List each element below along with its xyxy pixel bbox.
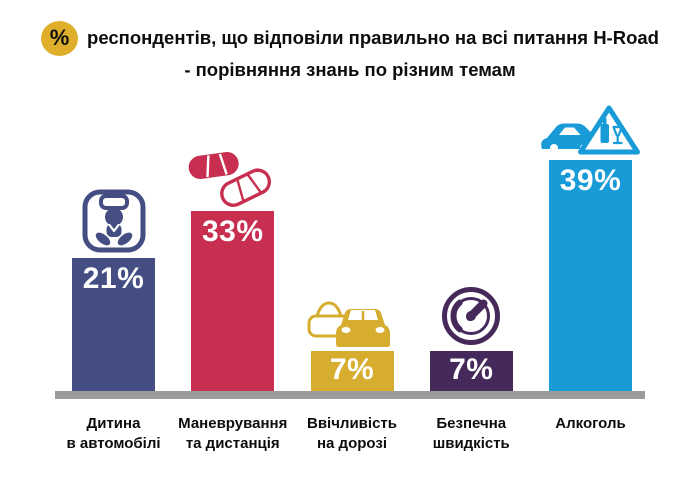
label-line: в автомобілі: [66, 434, 161, 452]
bar-value-label: 39%: [559, 164, 622, 198]
bar-group-child-in-car: [72, 187, 155, 391]
label-line: швидкість: [432, 434, 510, 452]
category-label-safe-speed: [430, 414, 513, 453]
bar-child-in-car: [72, 258, 155, 391]
bar-group-politeness: [311, 292, 394, 391]
car-alcohol-warning-icon: [538, 103, 643, 157]
bar-chart: [55, 105, 645, 453]
label-line: та дистанція: [185, 434, 280, 452]
label-line: Алкоголь: [555, 415, 626, 433]
bar-group-alcohol: [549, 103, 632, 391]
category-label-child-in-car: [66, 414, 161, 453]
category-label-alcohol: [549, 414, 632, 453]
category-labels-row: [55, 414, 645, 453]
child-car-seat-icon: [78, 187, 150, 255]
bar-safe-speed: [430, 351, 513, 391]
speedometer-icon: [439, 284, 503, 348]
bar-value-label: 21%: [82, 262, 145, 296]
label-line: Безпечна: [436, 415, 507, 433]
chart-baseline: [55, 391, 645, 399]
label-line: Дитина: [86, 415, 141, 433]
two-cars-top-view-icon: [183, 150, 283, 208]
chart-title-line1: [0, 21, 700, 56]
category-label-politeness: [307, 414, 397, 453]
car-front-view-icon: [306, 292, 398, 348]
bar-value-label: 7%: [449, 353, 494, 387]
category-label-maneuvering: [178, 414, 288, 453]
bar-value-label: 33%: [201, 215, 264, 249]
chart-title-text-1: респондентів, що відповіли правильно на всі питання H-Road: [87, 27, 659, 49]
bars-row: [55, 105, 645, 391]
label-line: на дорозі: [316, 434, 387, 452]
label-line: Ввічливість: [307, 415, 397, 433]
bar-maneuvering: [191, 211, 274, 391]
label-line: Маневрування: [178, 415, 288, 433]
bar-politeness: [311, 351, 394, 391]
bar-value-label: 7%: [329, 353, 375, 387]
bar-group-maneuvering: [191, 150, 274, 391]
percent-badge-icon: %: [41, 21, 78, 56]
bar-group-safe-speed: [430, 284, 513, 391]
chart-title: [0, 0, 700, 82]
chart-title-text-2: - порівняння знань по різним темам: [184, 59, 516, 80]
bar-alcohol: [549, 160, 632, 391]
